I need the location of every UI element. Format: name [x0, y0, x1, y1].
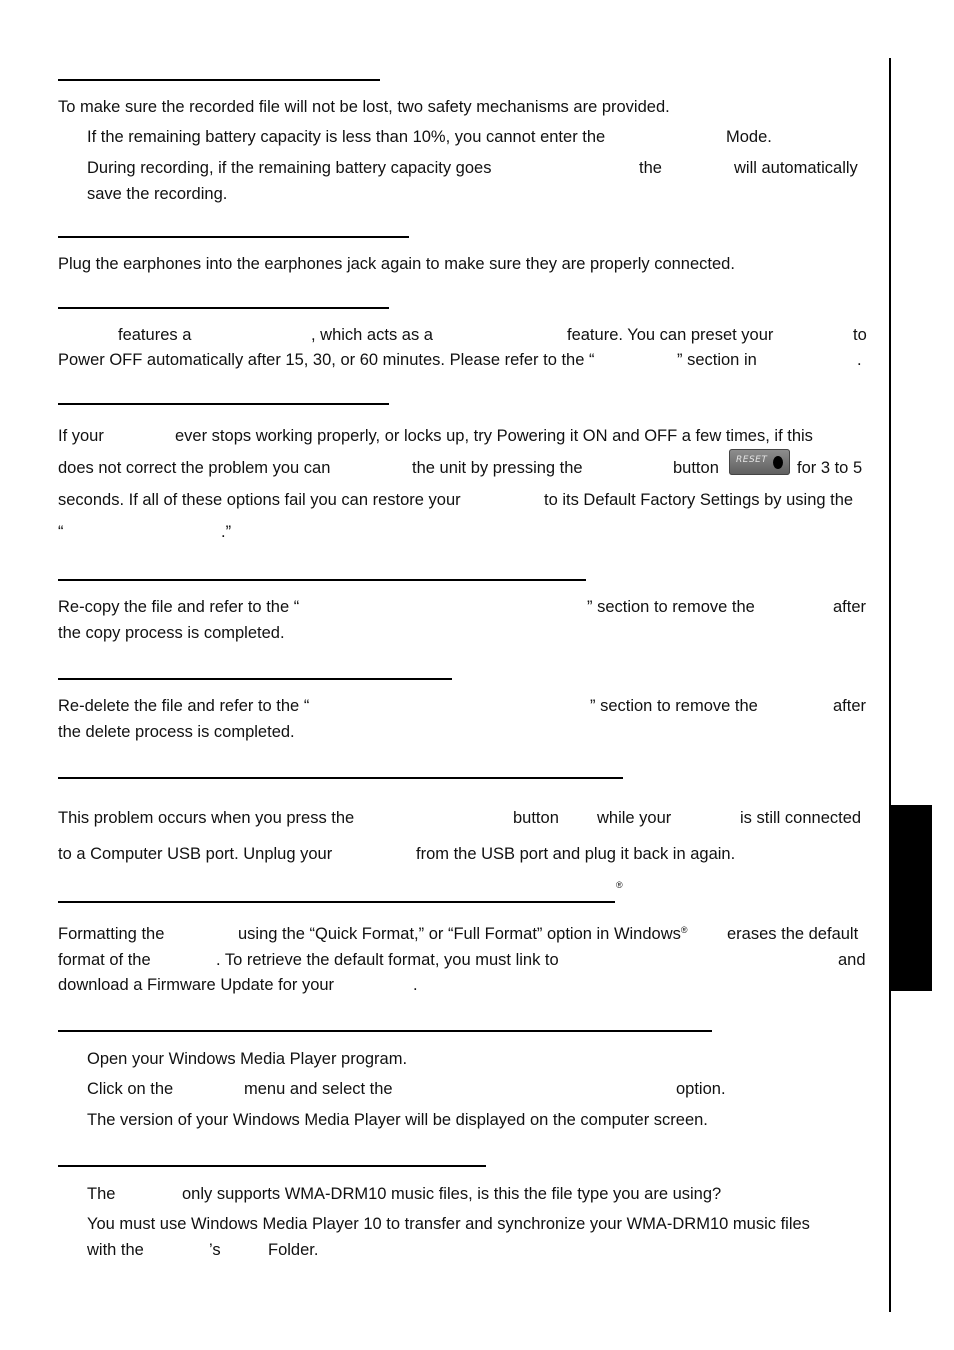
section-heading-rule — [58, 1030, 712, 1032]
section-heading-rule — [58, 777, 623, 779]
paragraph-text: .” — [221, 523, 232, 541]
bullet-text: You must use Windows Media Player 10 to transfer and synchronize your WMA-DRM10 music files — [87, 1215, 810, 1233]
paragraph-text: after — [833, 697, 867, 715]
paragraph-text: and — [838, 951, 866, 969]
paragraph-text: to its Default Factory Settings by using the — [544, 491, 854, 509]
paragraph-text: the unit by pressing the — [412, 459, 583, 477]
paragraph-text: feature. You can preset your — [567, 326, 774, 344]
section-heading-rule — [58, 79, 380, 81]
paragraph-text: To make sure the recorded file will not be lost, two safety mechanisms are provided. — [58, 98, 670, 116]
paragraph-text: Re-delete the file and refer to the “ — [58, 697, 310, 715]
bullet-text: If the remaining battery capacity is less than 10%, you cannot enter the — [87, 128, 606, 146]
bullet-text: with the — [87, 1241, 144, 1259]
bullet-text: ’s — [209, 1241, 221, 1259]
paragraph-text: erases the default — [727, 925, 859, 943]
registered-mark: ® — [616, 880, 623, 890]
bullet-text: the — [639, 159, 662, 177]
paragraph-text: ” section to remove the — [590, 697, 758, 715]
paragraph-text: If your — [58, 427, 104, 445]
paragraph-text: . To retrieve the default format, you must link to — [216, 951, 559, 969]
section-heading-rule — [58, 579, 586, 581]
right-margin-rule — [889, 58, 891, 1312]
section-heading-rule — [58, 1165, 486, 1167]
paragraph-text: seconds. If all of these options fail you can restore your — [58, 491, 461, 509]
paragraph-text: ” section to remove the — [587, 598, 755, 616]
section-heading-rule — [58, 678, 452, 680]
reset-button-label: RESET — [736, 455, 768, 465]
paragraph-text: ” section in — [677, 351, 757, 369]
reset-button-icon — [729, 449, 790, 475]
bullet-text: save the recording. — [87, 185, 228, 203]
section-heading-rule — [58, 901, 615, 903]
paragraph-text: to a Computer USB port. Unplug your — [58, 845, 333, 863]
step-text: The version of your Windows Media Player will be displayed on the computer screen. — [87, 1111, 708, 1129]
paragraph-text: while your — [597, 809, 672, 827]
section-tab-marker — [891, 805, 932, 991]
paragraph-text: Formatting the — [58, 925, 165, 943]
bullet-text: will automatically — [734, 159, 858, 177]
paragraph-text: for 3 to 5 — [797, 459, 863, 477]
paragraph-text: after — [833, 598, 867, 616]
step-text: Click on the — [87, 1080, 174, 1098]
paragraph-text: button — [513, 809, 559, 827]
bullet-text: Mode. — [726, 128, 772, 146]
paragraph-text: does not correct the problem you can — [58, 459, 331, 477]
paragraph-text: is still connected — [740, 809, 862, 827]
paragraph-text: the delete process is completed. — [58, 723, 295, 741]
bullet-text: During recording, if the remaining battery capacity goes — [87, 159, 492, 177]
bullet-text: only supports WMA-DRM10 music files, is this the file type you are using? — [182, 1185, 722, 1203]
paragraph-text: This problem occurs when you press the — [58, 809, 355, 827]
paragraph-text: download a Firmware Update for your — [58, 976, 335, 994]
paragraph-text: button — [673, 459, 719, 477]
section-heading-rule — [58, 307, 389, 309]
step-text: menu and select the — [244, 1080, 393, 1098]
paragraph-text: from the USB port and plug it back in again. — [416, 845, 736, 863]
paragraph-text: , which acts as a — [311, 326, 433, 344]
paragraph-text: format of the — [58, 951, 151, 969]
paragraph-text: Power OFF automatically after 15, 30, or 60 minutes. Please refer to the “ — [58, 351, 595, 369]
paragraph-text: Plug the earphones into the earphones jack again to make sure they are properly connected. — [58, 255, 735, 273]
paragraph-text: the copy process is completed. — [58, 624, 285, 642]
paragraph-text: using the “Quick Format,” or “Full Format” option in Windows® — [238, 925, 688, 943]
paragraph-text: to — [853, 326, 867, 344]
step-text: Open your Windows Media Player program. — [87, 1050, 408, 1068]
paragraph-text: . — [857, 351, 862, 369]
bullet-text: Folder. — [268, 1241, 319, 1259]
paragraph-text: Re-copy the file and refer to the “ — [58, 598, 300, 616]
section-heading-rule — [58, 236, 409, 238]
reset-pinhole-icon — [773, 456, 783, 469]
paragraph-text: ever stops working properly, or locks up, try Powering it ON and OFF a few times, if this — [175, 427, 813, 445]
paragraph-text: . — [413, 976, 418, 994]
step-text: option. — [676, 1080, 726, 1098]
paragraph-text: “ — [58, 523, 64, 541]
bullet-text: The — [87, 1185, 116, 1203]
paragraph-text: features a — [118, 326, 192, 344]
section-heading-rule — [58, 403, 389, 405]
